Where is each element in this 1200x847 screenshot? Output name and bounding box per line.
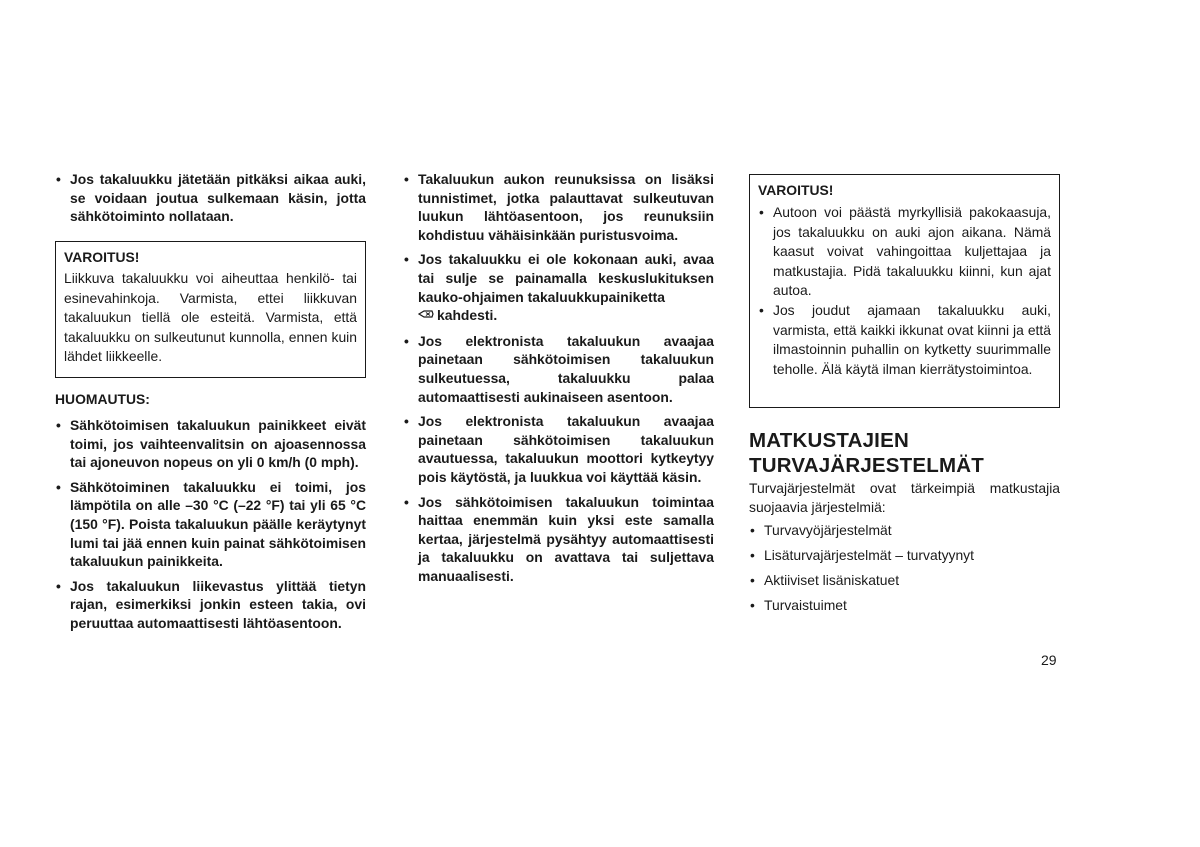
page-number: 29 (1041, 652, 1057, 668)
list-item: • Jos sähkötoimisen takaluukun toimintaa haittaa enemmän kuin yksi este samalla kertaa, järjestelmä pysähtyy automaattisesti ja takaluukku on avattava tai suljettava manuaalisesti. (403, 493, 714, 586)
warning-title: VAROITUS! (64, 249, 140, 265)
bullet-list-middle (403, 170, 714, 585)
list-item: • Turvavyöjärjestelmät (749, 521, 1060, 540)
list-item: • Turvaistuimet (749, 596, 1060, 615)
list-item: • Jos takaluukun liikevastus ylittää tietyn rajan, esimerkiksi jonkin esteen takia, ovi peruuttaa automaattisesti lähtöasentoon. (55, 577, 366, 633)
section-title-line2: TURVAJÄRJESTELMÄT (749, 453, 984, 477)
list-item: • Jos joudut ajamaan takaluukku auki, varmista, että kaikki ikkunat ovat kiinni ja että ilmastoinnin puhallin on kytketty suurimmalle teholle. Älä käytä ilman kierrätystoimintoa. (758, 301, 1051, 379)
warning-title: VAROITUS! (758, 182, 834, 198)
section-title-line1: MATKUSTAJIEN (749, 429, 909, 452)
list-item: • Lisäturvajärjestelmät – turvatyynyt (749, 546, 1060, 565)
list-item: • Jos elektronista takaluukun avaajaa painetaan sähkötoimisen takaluukun avautuessa, takaluukun moottori kytkeytyy pois käytöstä, ja luukkua voi käyttää käsin. (403, 412, 714, 486)
section-intro: Turvajärjestelmät ovat tärkeimpiä matkustajia suojaavia järjestelmiä: (749, 480, 1060, 515)
list-item: • Jos elektronista takaluukun avaajaa painetaan sähkötoimisen takaluukun sulkeutuessa, takaluukku palaa automaattisesti aukinaiseen asentoon. (403, 332, 714, 406)
safety-system-list (749, 521, 1060, 615)
warning-box-right (749, 174, 1060, 408)
bullet-list-top (55, 170, 366, 226)
list-item: • Jos takaluukku jätetään pitkäksi aikaa auki, se voidaan joutua sulkemaan käsin, jotta sähkötoiminto nollataan. (55, 170, 366, 226)
list-item: • Aktiiviset lisäniskatuet (749, 571, 1060, 590)
warning-list (758, 203, 1051, 379)
list-item: • Sähkötoimisen takaluukun painikkeet eivät toimi, jos vaihteenvalitsin on ajoasennossa tai ajoneuvon nopeus on yli 0 km/h (0 mph). (55, 416, 366, 472)
key-fob-icon (418, 307, 434, 326)
warning-box-left (55, 241, 366, 378)
warning-text: Liikkuva takaluukku voi aiheuttaa henkilö- tai esinevahinkoja. Varmista, ettei liikkuvan takaluukun tiellä ole esteitä. Varmista, että takaluukku on sulkeutunut kunnolla, ennen kuin lähdet liikkeelle. (64, 270, 357, 365)
section-title (749, 429, 984, 478)
list-item-suffix: kahdesti. (437, 307, 498, 324)
list-item: • Sähkötoiminen takaluukku ei toimi, jos lämpötila on alle –30 °C (–22 °F) tai yli 65 °C (150 °F). Poista takaluukun päälle keräytynyt lumi tai jää ennen kuin painat sähkötoimisen takaluukun painikkeita. (55, 478, 366, 571)
list-item: • Autoon voi päästä myrkyllisiä pakokaasuja, jos takaluukku on auki ajon aikana. Nämä kaasut voivat vahingoittaa kuljettajaa ja matkustajia. Pidä takaluukku kiinni, kun ajat autoa. (758, 203, 1051, 301)
list-item-text: Jos takaluukku ei ole kokonaan auki, avaa tai sulje se painamalla keskuslukituksen kauko-ohjaimen takaluukkupainiketta (418, 251, 714, 305)
list-item: • Takaluukun aukon reunuksissa on lisäksi tunnistimet, jotka palauttavat sulkeutuvan luukun lähtöasentoon, jos reunuksiin kohdistuu vähäisinkään puristusvoima. (403, 170, 714, 244)
note-title: HUOMAUTUS: (55, 391, 150, 407)
list-item (403, 250, 714, 325)
note-list (55, 416, 366, 633)
